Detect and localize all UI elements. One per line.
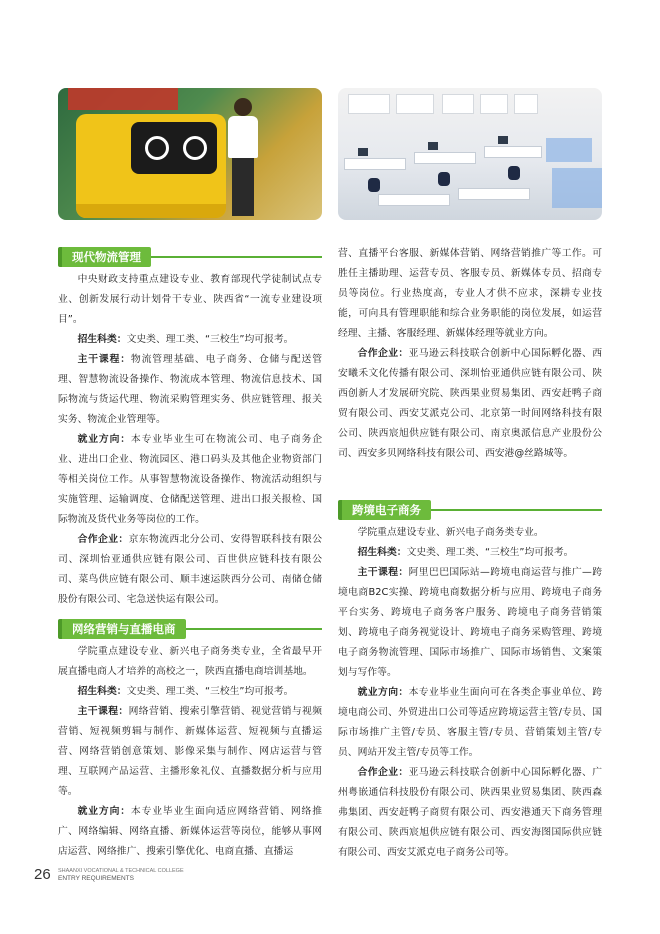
robot-eye-right xyxy=(183,136,207,160)
person-pants xyxy=(232,158,254,216)
value: 本专业毕业生可在物流公司、电子商务企业、进出口企业、物流园区、港口码头及其他企业物资部门等相关岗位工作。从事智慧物流设备操作、物流活动组织与实施管理、运输调度、仓储配送管理、进出口报关报检、国际物流及货代业务等岗位的工作。 xyxy=(58,434,323,525)
red-sign-graphic xyxy=(68,88,178,110)
label: 主干课程： xyxy=(77,706,129,717)
partition-panel xyxy=(552,168,602,208)
footer-college: SHAANXI VOCATIONAL & TECHNICAL COLLEGE xyxy=(58,868,184,874)
lab-monitor xyxy=(498,136,508,144)
label: 招生科类： xyxy=(77,334,127,345)
value: 亚马逊云科技联合创新中心国际孵化器、广州粤嵌通信科技股份有限公司、陕西果业贸易集团、陕西森弗集团、西安赶鸭子商贸有限公司、西安港通天下商务管理有限公司、陕西宸旭供应链有限公司、西安海图国际供应链有限公司、西安艾派克电子商务公司等。 xyxy=(338,767,603,858)
lab-desk xyxy=(414,152,476,164)
logistics-heading xyxy=(58,247,322,267)
lab-window xyxy=(480,94,508,114)
label: 就业方向： xyxy=(357,687,409,698)
logistics-body xyxy=(58,270,322,610)
section-title: 网络营销与直播电商 xyxy=(58,619,186,639)
value: 本专业毕业生面向可在各类企事业单位、跨境电商公司、外贸进出口公司等适应跨境运营主管/专员、国际市场推广主管/专员、客服主管/专员、营销策划主管/专员、网站开发主管/专员等工作。 xyxy=(338,687,603,758)
robot-eye-left xyxy=(145,136,169,160)
lab-window xyxy=(442,94,474,114)
delivery-robot-photo xyxy=(58,88,322,220)
footer-labels xyxy=(58,868,184,882)
value: 文史类、理工类、“三校生”均可报考。 xyxy=(126,334,294,345)
label: 主干课程： xyxy=(77,354,131,365)
lab-window xyxy=(348,94,390,114)
label: 招生科类： xyxy=(77,686,127,697)
ecommerce-partners xyxy=(338,763,602,863)
lab-chair xyxy=(508,166,520,180)
lab-monitor xyxy=(428,142,438,150)
value: 文史类、理工类、“三校生”均可报考。 xyxy=(406,547,574,558)
person-head xyxy=(234,98,252,116)
ecommerce-courses xyxy=(338,563,602,683)
person-shirt xyxy=(228,116,258,158)
label: 主干课程： xyxy=(357,567,409,578)
label: 合作企业： xyxy=(357,348,409,359)
ecommerce-body xyxy=(338,523,602,863)
logistics-courses xyxy=(58,350,322,430)
partition-panel xyxy=(546,138,592,162)
footer-section: ENTRY REQUIREMENTS xyxy=(58,875,134,882)
logistics-partners xyxy=(58,530,322,610)
section-title: 现代物流管理 xyxy=(58,247,151,267)
lab-chair xyxy=(438,172,450,186)
marketing-intro: 学院重点建设专业、新兴电子商务类专业，全省最早开展直播电商人才培养的高校之一，陕西直播电商培训基地。 xyxy=(58,646,322,677)
marketing-partners xyxy=(338,344,602,464)
ecommerce-career xyxy=(338,683,602,763)
training-lab-photo xyxy=(338,88,602,220)
label: 就业方向： xyxy=(77,434,131,445)
value: 京东物流西北分公司、安得智联科技有限公司、深圳怡亚通供应链有限公司、百世供应链科技有限公司、菜鸟供应链有限公司、顺丰速运陕西分公司、南储仓储股份有限公司、宅急送快运有限公司。 xyxy=(58,534,323,605)
value: 阿里巴巴国际站—跨境电商运营与推广—跨境电商B2C实操、跨境电商数据分析与应用、跨境电子商务平台实务、跨境电子商务客户服务、跨境电子商务营销策划、跨境电子商务视觉设计、跨境电子商务采购管理、跨境电子商务物流管理、国际市场推广、国际市场销售、文案策划与写作等。 xyxy=(338,567,603,678)
marketing-courses xyxy=(58,702,322,802)
value: 文史类、理工类、“三校生”均可报考。 xyxy=(126,686,294,697)
logistics-enroll xyxy=(58,330,322,350)
marketing-career xyxy=(58,802,322,862)
ecommerce-enroll xyxy=(338,543,602,563)
label: 合作企业： xyxy=(77,534,129,545)
marketing-enroll xyxy=(58,682,322,702)
robot-screen xyxy=(131,122,217,174)
section-title: 跨境电子商务 xyxy=(338,500,431,520)
label: 招生科类： xyxy=(357,547,407,558)
logistics-career xyxy=(58,430,322,530)
value: 本专业毕业生面向适应网络营销、网络推广、网络编辑、网络直播、新媒体运营等岗位，能够从事网店运营、网络推广、搜索引擎优化、电商直播、直播运 xyxy=(58,806,323,857)
lab-chair xyxy=(368,178,380,192)
label: 合作企业： xyxy=(357,767,409,778)
lab-window xyxy=(396,94,434,114)
robot-base xyxy=(76,204,226,218)
value: 物流管理基础、电子商务、仓储与配送管理、智慧物流设备操作、物流成本管理、物流信息技术、国际物流与货运代理、物流采购管理实务、供应链管理、报关实务、物流企业管理等。 xyxy=(58,354,323,425)
robot-graphic xyxy=(76,114,226,218)
marketing-heading xyxy=(58,619,322,639)
marketing-career-continued: 营、直播平台客服、新媒体营销、网络营销推广等工作。可胜任主播助理、运营专员、客服专员、新媒体专员、招商专员等岗位。行业热度高，专业人才供不应求，深耕专业技能，可向具有管理职能和综合业务职能的岗位发展，如运营经理、主播、客服经理、新媒体经理等就业方向。 xyxy=(338,248,602,339)
lab-desk xyxy=(378,194,450,206)
marketing-body-right xyxy=(338,244,602,464)
lab-desk xyxy=(344,158,406,170)
lab-monitor xyxy=(358,148,368,156)
ecommerce-intro: 学院重点建设专业、新兴电子商务类专业。 xyxy=(357,527,544,538)
page-number: 26 xyxy=(34,866,51,883)
value: 网络营销、搜索引擎营销、视觉营销与视频营销、短视频剪辑与制作、新媒体运营、短视频与直播运营、网络营销创意策划、影像采集与制作、网店运营与管理、互联网产品运营、主播形象礼仪、直播数据分析与应用等。 xyxy=(58,706,323,797)
ecommerce-heading xyxy=(338,500,602,520)
lab-desk xyxy=(484,146,542,158)
lab-window xyxy=(514,94,538,114)
person-graphic xyxy=(226,98,260,216)
lab-desk xyxy=(458,188,530,200)
logistics-intro: 中央财政支持重点建设专业、教育部现代学徒制试点专业、创新发展行动计划骨干专业、陕西省“一流专业建设项目”。 xyxy=(58,274,322,325)
label: 就业方向： xyxy=(77,806,131,817)
marketing-body-left xyxy=(58,642,322,862)
value: 亚马逊云科技联合创新中心国际孵化器、西安曦禾文化传播有限公司、深圳怡亚通供应链有限公司、陕西创新人才发展研究院、陕西果业贸易集团、西安赶鸭子商贸有限公司、西安艾派克公司、北京第一时间网络科技有限公司、陕西宸旭供应链有限公司、南京奥派信息产业股份公司、西安多贝网络科技有限公司、西安港@丝路城等。 xyxy=(338,348,603,459)
